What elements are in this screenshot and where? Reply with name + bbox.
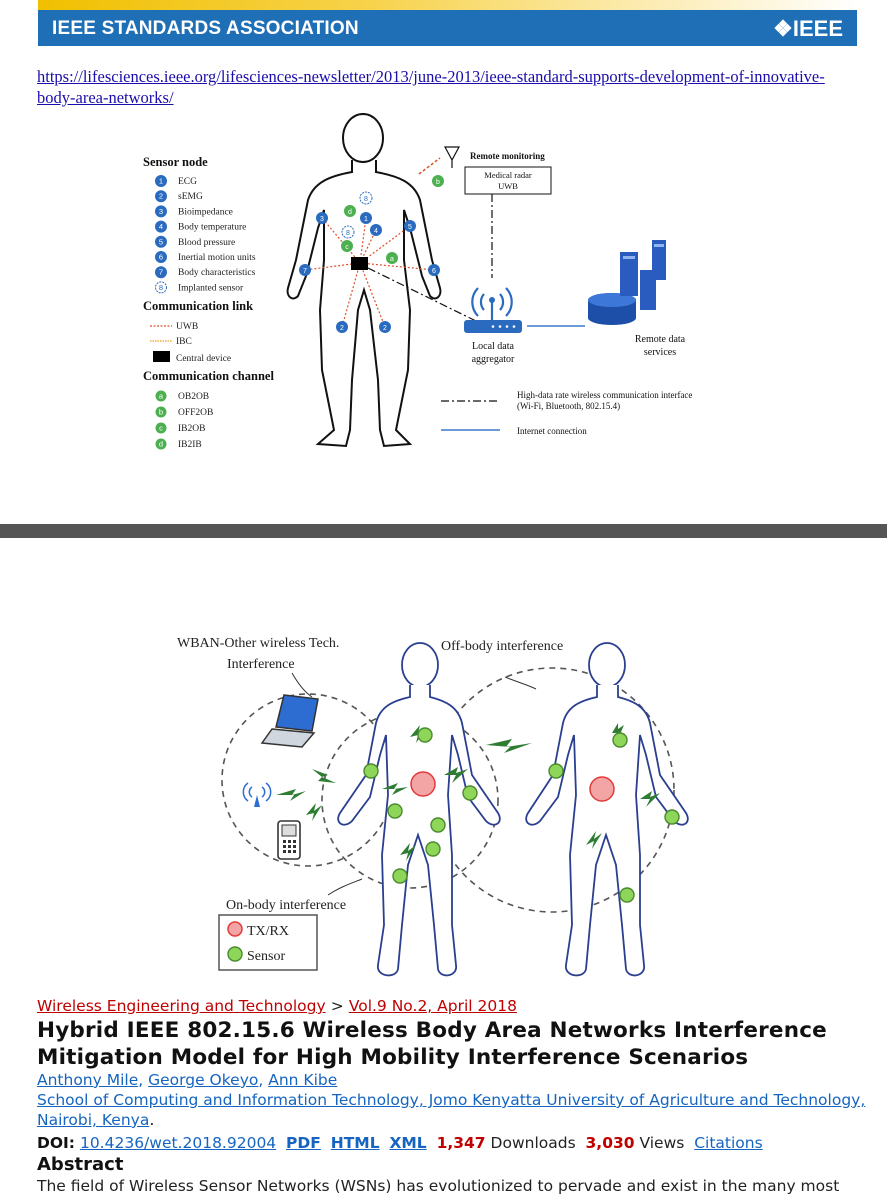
channel-badge-letter: a: [158, 391, 164, 401]
remote-services-line1: Remote data: [634, 334, 686, 345]
aggregator-line1: Local data: [472, 341, 514, 352]
channel-item-label: OB2OB: [178, 392, 210, 402]
breadcrumb-journal[interactable]: Wireless Engineering and Technology: [37, 997, 326, 1015]
author-list: Anthony Mile, George Okeyo, Ann Kibe: [37, 1071, 338, 1089]
article-url-link[interactable]: https://lifesciences.ieee.org/lifesciences-newsletter/2013/june-2013/ieee-standard-supports-development-of-innovative-body-area-networks/: [37, 67, 825, 107]
author-link[interactable]: George Okeyo: [148, 1071, 259, 1089]
doi-link[interactable]: 10.4236/wet.2018.92004: [79, 1134, 277, 1152]
affiliation-link[interactable]: School of Computing and Information Technology, Jomo Kenyatta University of Agriculture and Technology, Nairobi, Kenya: [37, 1091, 866, 1129]
html-link[interactable]: HTML: [330, 1134, 380, 1152]
legend-txrx-swatch: [228, 922, 242, 936]
offbody-label: Off-body interference: [441, 639, 564, 654]
sensor-list: [156, 176, 256, 294]
author-link[interactable]: Anthony Mile: [37, 1071, 139, 1089]
svg-text:7: 7: [303, 268, 307, 275]
banner-accent-stripe: [38, 0, 857, 10]
radar-line2: UWB: [498, 181, 518, 191]
radar-link: [419, 158, 440, 174]
svg-text:b: b: [436, 179, 440, 186]
svg-text:c: c: [345, 244, 349, 251]
channel-badge-letter: c: [159, 423, 163, 433]
wifi-router-icon: [472, 288, 511, 320]
wban-label-line2: Interference: [227, 657, 295, 672]
citations-link[interactable]: Citations: [694, 1134, 763, 1152]
svg-text:a: a: [390, 256, 394, 263]
paper-title: Hybrid IEEE 802.15.6 Wireless Body Area Networks Interference Mitigation Model for High Mobility Interference Scenarios: [37, 1018, 827, 1070]
legend-sensor: Sensor: [247, 949, 286, 964]
svg-text:3: 3: [320, 216, 324, 223]
onbody-pointer: [328, 879, 362, 895]
channel-badge-letter: b: [158, 407, 164, 417]
channel-badge-letter: d: [158, 439, 164, 449]
svg-text:2: 2: [383, 325, 387, 332]
svg-text:5: 5: [408, 224, 412, 231]
sensor-badge-number: 1: [158, 176, 164, 186]
channel-item-label: IB2IB: [178, 440, 202, 450]
offbody-pointer: [505, 677, 536, 689]
legend-internet: Internet connection: [517, 426, 587, 436]
svg-text:8: 8: [364, 196, 368, 203]
wban-label-line1: WBAN-Other wireless Tech.: [177, 636, 340, 651]
sensor-item-label: Inertial motion units: [178, 253, 256, 263]
svg-text:4: 4: [374, 228, 378, 235]
onbody-label: On-body interference: [226, 898, 347, 913]
sensor-badge-number: 2: [158, 191, 164, 201]
sensor-item-label: Body characteristics: [178, 268, 256, 279]
sensor-node-title: Sensor node: [143, 155, 208, 169]
downloads-count: 1,347: [436, 1134, 486, 1152]
legend-high-rate-line1: High-data rate wireless communication interface: [517, 390, 693, 400]
svg-text:1: 1: [364, 216, 368, 223]
central-device: [351, 257, 368, 270]
doi-row: [37, 1132, 867, 1154]
mobile-phone-icon: [278, 821, 300, 859]
antenna-icon: [445, 147, 459, 160]
comm-link-uwb: UWB: [176, 322, 199, 332]
sensor-item-label: Body temperature: [178, 222, 247, 233]
ieee-logo[interactable]: ❖IEEE: [773, 16, 843, 41]
central-device-swatch: [153, 351, 170, 362]
breadcrumb-separator: >: [330, 997, 344, 1015]
sensor-badge-number: 6: [158, 252, 164, 262]
channel-list: [156, 391, 214, 451]
pdf-link[interactable]: PDF: [286, 1134, 321, 1152]
svg-text:6: 6: [432, 268, 436, 275]
human-body-outline: [288, 114, 441, 446]
abstract-heading: Abstract: [37, 1154, 124, 1175]
svg-text:8: 8: [346, 230, 350, 237]
paper-metadata: Wireless Engineering and Technology > Vol.9 No.2, April 2018 Hybrid IEEE 802.15.6 Wireless Body Area Networks Interference Mitigation Model for High Mobility Interference Scenarios Anthony Mile, George Okeyo, Ann Kibe School of Computing and Information Technology, Jomo Kenyatta University of Agriculture and Technology, Nairobi, Kenya. DOI: 10.4236/wet.2018.92004 PDF HTML XML 1,347 Downloads 3,030 Views Citations Abstract The field of Wireless Sensor Networks (WSNs) has evolutionized to pervade and exist in the many most: [37, 997, 866, 1195]
breadcrumb-issue[interactable]: Vol.9 No.2, April 2018: [348, 997, 517, 1015]
legend-sensor-swatch: [228, 947, 242, 961]
sensor-item-label: Implanted sensor: [178, 283, 244, 294]
comm-link-title: Communication link: [143, 299, 254, 313]
page-divider: [0, 524, 887, 538]
doi-label: DOI:: [37, 1134, 76, 1152]
views-label: Views: [639, 1134, 685, 1152]
channel-item-label: IB2OB: [178, 424, 206, 434]
interference-figure: [0, 625, 887, 990]
author-link[interactable]: Ann Kibe: [268, 1071, 338, 1089]
comm-channel-title: Communication channel: [143, 369, 274, 383]
radar-line1: Medical radar: [484, 170, 532, 180]
sensor-item-label: Blood pressure: [178, 237, 236, 248]
legend-high-rate-line2: (Wi-Fi, Bluetooth, 802.15.4): [517, 401, 621, 411]
xml-link[interactable]: XML: [389, 1134, 427, 1152]
aggregator-line2: aggregator: [471, 354, 515, 365]
abstract-text: The field of Wireless Sensor Networks (WSNs) has evolutionized to pervade and exist in the many most: [37, 1177, 840, 1195]
channel-item-label: OFF2OB: [178, 408, 214, 418]
wban-architecture-figure: [0, 110, 887, 520]
comm-link-ibc: IBC: [176, 337, 192, 347]
legend-txrx: TX/RX: [247, 924, 289, 939]
sensor-badge-number: 8: [158, 282, 164, 292]
sensor-badge-number: 7: [158, 267, 164, 277]
svg-text:d: d: [348, 209, 352, 216]
sensor-item-label: Bioimpedance: [178, 207, 233, 218]
remote-services-line2: services: [643, 347, 677, 358]
banner-title: IEEE STANDARDS ASSOCIATION: [52, 18, 359, 39]
comm-link-central: Central device: [176, 354, 232, 364]
sensor-item-label: sEMG: [178, 192, 203, 203]
views-count: 3,030: [585, 1134, 635, 1152]
server-icon: [588, 240, 666, 325]
svg-text:2: 2: [340, 325, 344, 332]
wban-pointer: [292, 673, 312, 697]
downloads-label: Downloads: [490, 1134, 576, 1152]
sensor-badge-number: 4: [158, 222, 164, 232]
remote-monitoring-label: Remote monitoring: [470, 151, 545, 161]
sensor-badge-number: 5: [158, 237, 164, 247]
sensor-item-label: ECG: [178, 177, 197, 187]
sensor-badge-number: 3: [158, 206, 164, 216]
